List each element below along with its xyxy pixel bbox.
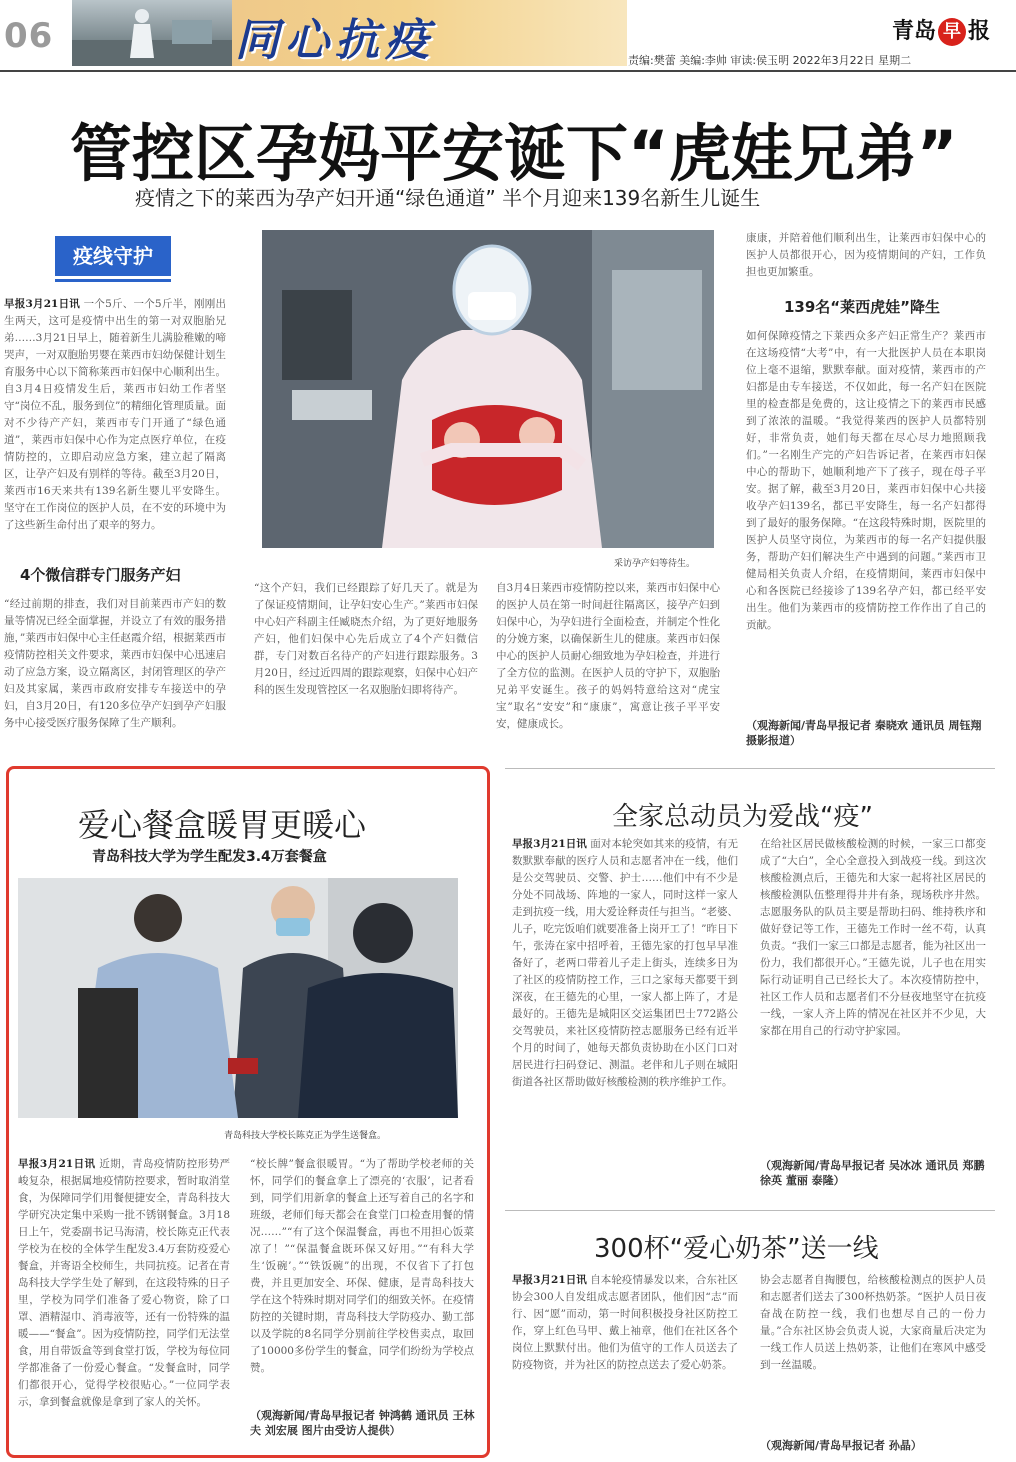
- story4-column-1: [512, 1272, 738, 1456]
- story4-dateline: 早报3月21日讯: [512, 1274, 587, 1286]
- story3-column-1: [512, 836, 738, 1182]
- divider: [505, 768, 995, 769]
- story4-column-2: 协会志愿者自掏腰包，给核酸检测点的医护人员和志愿者们送去了300杯热奶茶。“医护人员日夜奋战在防控一线，我们也想尽自己的一份力量。”合东社区协会负责人说，大家商量后决定为一线工作人员送上热奶茶，让他们在寒风中感受到一丝温暖。: [760, 1274, 986, 1371]
- lead-credit: （观海新闻/青岛早报记者 秦晓欢 通讯员 周钰翔 摄影报道）: [746, 719, 982, 747]
- section-title: 同心抗疫: [235, 15, 435, 66]
- lead-subheadline: 疫情之下的莱西为孕产妇开通“绿色通道” 半个月迎来139名新生儿诞生: [135, 186, 761, 210]
- story2-col1-text: 近期，青岛疫情防控形势严峻复杂，根据属地疫情防控要求，暂时取消堂食，为保障同学们用餐便捷安全，青岛科技大学研究决定集中采购一批不锈钢餐盒。3月18日上午，党委副书记马海清，校长陈克正代表学校为在校的全体学生配发3.4万套防疫爱心餐盒，并寄语全校师生，共同抗疫。记者在青岛科技大学学生处了解到，在这段特殊的日子里，学校为同学们准备了爱心物资，除了口罩、酒精湿巾、消毒液等，还有一份特殊的温暖——“餐盒”。因为疫情防控，同学们无法堂食，用自带饭盒等到食堂打饭，学校为每位同学都准备了一份爱心餐盒。“发餐盒时，同学们都很开心，觉得学校很贴心。”一位同学表示，拿到餐盒就像是拿到了家人的关怀。: [18, 1158, 230, 1408]
- story3-column-2: 在给社区居民做核酸检测的时候，一家三口都变成了“大白”，全心全意投入到战疫一线。到这次核酸检测点后，王德先和大家一起将社区居民的核酸检测队伍整理得井井有条，现场秩序井然。志愿服务队的队员主要是帮助扫码、维持秩序和做好登记等工作，王德先工作时一丝不苟，认真负责。“我们一家三口都是志愿者，能为社区出一份力，我们都很开心。”王德先说，儿子也在用实际行动证明自己已经长大了。本次疫情防控中，社区工作人员和志愿者们不分昼夜地坚守在抗疫一线，一家人齐上阵的情况在社区并不少见，大家都在用自己的行动守护家园。: [760, 838, 986, 1037]
- logo-circle: 早: [938, 18, 966, 46]
- story3-credit: （观海新闻/青岛早报记者 吴冰冰 通讯员 郑鹏 徐英 董丽 泰隆）: [760, 1159, 985, 1187]
- story2-dateline: 早报3月21日讯: [18, 1158, 96, 1170]
- story4-credit: （观海新闻/青岛早报记者 孙晶）: [760, 1439, 922, 1452]
- lead-photo-caption: 采访孕产妇等待生。: [614, 559, 696, 569]
- lead-column-2: “这个产妇，我们已经跟踪了好几天了。就是为了保证疫情期间，让孕妇安心生产。”莱西市妇保中心妇产科副主任臧晓杰介绍，为了更好地服务产妇，他们妇保中心先后成立了4个产妇微信群，专门对数百名待产的产妇进行跟踪服务。3月20日，经过近四周的跟踪观察，妇保中心妇产科的医生发现管控区一名双胞胎妇即将待产。: [254, 582, 478, 696]
- story2-subtitle: 青岛科技大学为学生配发3.4万套餐盒: [92, 849, 327, 865]
- story2-photo-illustration: [18, 878, 458, 1118]
- story2-column-2: “校长牌”餐盒很暖胃。“为了帮助学校老师的关怀，同学们的餐盒拿上了漂亮的‘衣服’，记者看到，同学们用新拿的餐盒上还写着自己的名字和班级，老师们每天都会在食堂门口检查用餐的情况……”“有了这个保温餐盒，再也不用担心饭菜凉了！”“保温餐盒既环保又好用。”“有科大学生‘饭碗’。”“铁饭碗”的出现，不仅省下了打包费，并且更加安全、环保、健康，是青岛科技大学在这个特殊时期对同学们的细致关怀。在疫情防控的关键时期，青岛科技大学防疫办、勤工部以及学院的8名同学分别前往学校售卖点，取回了10000多份学生的餐盒，同学们纷纷为学校点赞。: [250, 1158, 474, 1374]
- lead-column-4b: 如何保障疫情之下莱西众多产妇正常生产？莱西市在这场疫情“大考”中，有一大批医护人员在本职岗位上毫不退缩，默默奉献。面对疫情，莱西市的产妇都是由专车接送，不仅如此，每一名产妇在医院里的检查都是免费的，这让疫情之下的莱西市民感到了浓浓的温暖。“我觉得莱西的医护人员都特别好，非常负责，她们每天都在尽心尽力地照顾我们。”一名刚生产完的产妇告诉记者，在莱西市妇保中心的帮助下，她顺利地产下了孩子，现在母子平安。据了解，截至3月20日，莱西市妇保中心共接收孕产妇139名，都已平安降生，每一名产妇都得到了最好的服务保障。“在这段特殊时期，医院里的医护人员坚守岗位，为莱西市的每一名产妇提供服务，帮助产妇们解决生产中遇到的问题。”莱西市卫健局相关负责人介绍，在疫情期间，莱西市妇保中心和各医院已经接诊了139名孕产妇，都已经平安出生。他们为莱西市的疫情防控工作作出了自己的贡献。: [746, 330, 986, 631]
- story4-col1-text: 自本轮疫情暴发以来，合东社区协会300人自发组成志愿者团队，他们因“志”而行、因“愿”而动，第一时间积极投身社区防控工作，穿上红色马甲、戴上袖章，他们在社区各个岗位上默默付出。他们为值守的工作人员送去了防疫物资，并为社区的防控点送去了爱心奶茶。: [512, 1274, 738, 1371]
- logo-text-left: 青岛: [892, 19, 937, 44]
- header-rule: [0, 70, 1016, 72]
- lead-headline: 管控区孕妈平安诞下“虎娃兄弟”: [70, 117, 958, 190]
- lead-column-3: 自3月4日莱西市疫情防控以来，莱西市妇保中心的医护人员在第一时间赶往隔离区，接孕产妇到妇保中心，为孕妇进行全面检查，并制定个性化的分娩方案，以确保新生儿的健康。莱西市妇保中心的医护人员耐心细致地为孕妇检查，并进行了全方位的监测。在医护人员的守护下，双胞胎兄弟平安诞生。孩子的妈妈特意给这对“虎宝宝”取名“安安”和“康康”，寓意让孩子平平安安，健康成长。: [496, 582, 720, 730]
- header-photo-figure: [72, 0, 232, 66]
- logo-text-right: 报: [968, 19, 991, 44]
- lead-photo: [262, 230, 714, 548]
- story2-photo: [18, 878, 458, 1118]
- section-tiger-heading: 139名“莱西虎娃”降生: [784, 298, 941, 316]
- newspaper-logo: [892, 14, 990, 46]
- lead-column-1: [4, 296, 226, 546]
- story2-column-1: [18, 1156, 230, 1448]
- section-wechat-heading: 4个微信群专门服务产妇: [20, 566, 181, 584]
- lead-dateline: 早报3月21日讯: [4, 298, 81, 310]
- story2-photo-caption: 青岛科技大学校长陈克正为学生送餐盒。: [224, 1131, 387, 1141]
- lead-photo-illustration: [262, 230, 714, 548]
- section-badge: 疫线守护: [55, 236, 171, 276]
- editors-line: 责编:樊蕾 美编:李帅 审读:侯玉明 2022年3月22日 星期二: [628, 54, 912, 67]
- lead-column-1b: “经过前期的排查，我们对目前莱西市产妇的数量等情况已经全面掌握，并设立了有效的服务措施，”莱西市妇保中心主任赵霞介绍，根据莱西市疫情防控相关文件要求，莱西市妇保中心迅速启动了应急方案，设立隔离区，封闭管理区的孕产妇及其家属，莱西市政府安排专车接送中的孕妇，自3月20日，有120多位孕产妇到孕产妇服务中心接受医疗服务保障了生产顺利。: [4, 598, 226, 729]
- story3-dateline: 早报3月21日讯: [512, 838, 587, 850]
- lead-column-4: 康康，并陪着他们顺利出生，让莱西市妇保中心的医护人员都很开心，因为疫情期间的产妇，工作负担也更加繁重。: [746, 232, 986, 278]
- divider: [505, 1210, 995, 1211]
- story3-col1-text: 面对本轮突如其来的疫情，有无数默默奉献的医疗人员和志愿者冲在一线，他们是公交驾驶员、交警、护士……他们中有不少是分处不同战场、阵地的一家人，同时这样一家人走到抗疫一线，用大爱诠释责任与担当。“老婆、儿子，吃完饭咱们就要准备上岗开工了！”昨日下午，张涛在家中招呼着，王德先家的打包早早准备好了，老两口带着儿子走上街头，连续多日为了社区的疫情防控工作，三口之家每天都要干到深夜，在王德先的心里，一家人都上阵了，才是最好的。王德先是城阳区交运集团巴士772路公交驾驶员，来社区疫情防控志愿服务已经有近半个月的时间了，她每天都负责协助在小区门口对居民进行扫码登记、测温。老伴和儿子则在城阳街道各社区帮助做好核酸检测的秩序维护工作。: [512, 838, 738, 1088]
- story4-title: 300杯“爱心奶茶”送一线: [594, 1234, 879, 1264]
- story3-title: 全家总动员为爱战“疫”: [612, 802, 873, 832]
- header-photo: [72, 0, 232, 66]
- story2-title: 爱心餐盒暖胃更暖心: [78, 806, 367, 844]
- page-number: 06: [4, 16, 54, 56]
- story2-credit: （观海新闻/青岛早报记者 钟鸿鹤 通讯员 王林夫 刘宏展 图片由受访人提供）: [250, 1409, 475, 1437]
- lead-col1-text: 一个5斤、一个5斤半，刚刚出生两天，这可是疫情中出生的第一对双胞胎兄弟……3月21日早上，随着新生儿满脸稚嫩的啼哭声，一对双胞胎男婴在莱西市妇幼保健计划生育服务中心以下简称莱西市妇保中心顺利出生。自3月4日疫情发生后，莱西市妇幼工作者坚守“岗位不乱，服务到位”的精细化管理质量。面对不少待产产妇，莱西市专门开通了“绿色通道”，莱西市妇保中心作为定点医疗单位，在疫情防控的，立即启动应急方案，建立起了隔离区，让孕产妇及有别样的等待。截至3月20日，莱西市16天来共有139名新生婴儿平安降生。坚守在工作岗位的医护人员，在不安的环境中为了这些新生命付出了艰辛的努力。: [4, 298, 226, 531]
